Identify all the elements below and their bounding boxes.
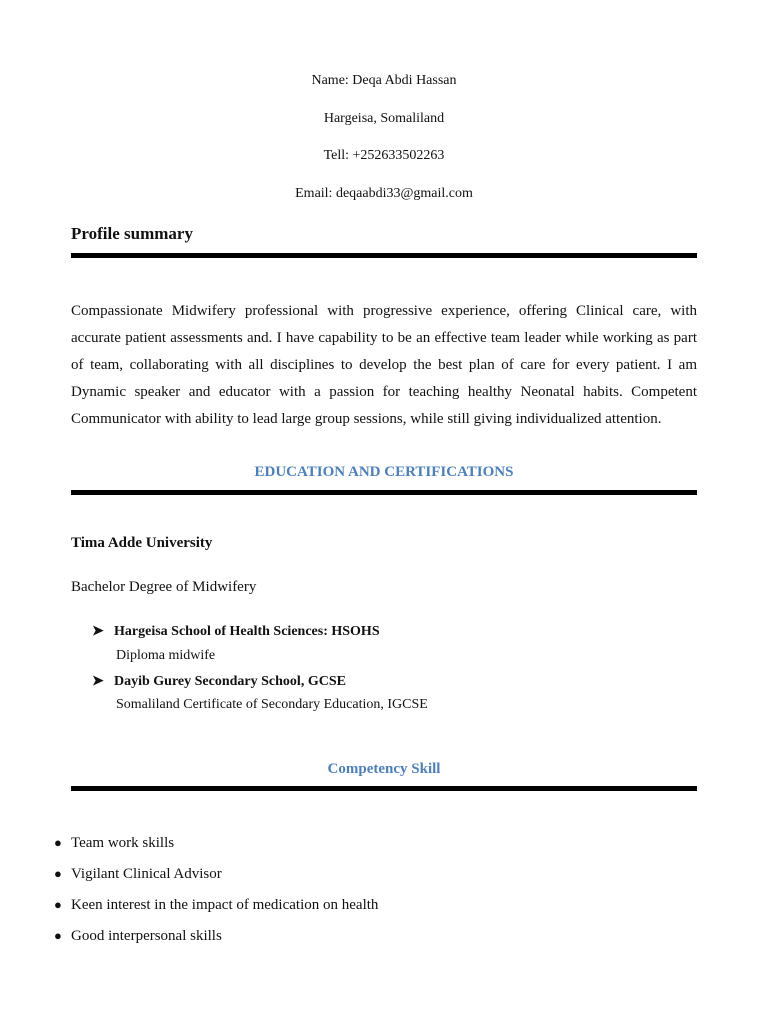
education-item <box>92 673 346 690</box>
contact-email: Email: deqaabdi33@gmail.com <box>295 186 473 201</box>
skill-label: Good interpersonal skills <box>71 928 222 944</box>
dot-bullet-icon: ● <box>54 897 62 912</box>
skill-item <box>54 897 378 914</box>
contact-name: Name: Deqa Abdi Hassan <box>311 73 457 88</box>
skill-item <box>54 928 222 945</box>
skills-divider <box>71 786 697 791</box>
profile-summary-heading: Profile summary <box>71 224 193 243</box>
arrow-bullet-icon: ➤ <box>92 674 104 689</box>
skill-item <box>54 835 174 852</box>
contact-location: Hargeisa, Somaliland <box>323 111 445 126</box>
education-item <box>92 623 380 640</box>
dot-bullet-icon: ● <box>54 835 62 850</box>
skill-label: Keen interest in the impact of medication on health <box>71 897 379 913</box>
arrow-bullet-icon: ➤ <box>92 624 104 639</box>
university-name: Tima Adde University <box>71 535 213 551</box>
contact-phone: Tell: +252633502263 <box>323 148 445 163</box>
degree-name: Bachelor Degree of Midwifery <box>71 579 257 595</box>
skill-item <box>54 866 222 883</box>
dot-bullet-icon: ● <box>54 928 62 943</box>
skill-label: Vigilant Clinical Advisor <box>71 866 222 882</box>
profile-divider <box>71 253 697 258</box>
school-name: Hargeisa School of Health Sciences: HSOHS <box>114 624 380 639</box>
school-name: Dayib Gurey Secondary School, GCSE <box>114 674 346 689</box>
dot-bullet-icon: ● <box>54 866 62 881</box>
skill-label: Team work skills <box>71 835 175 851</box>
school-detail: Somaliland Certificate of Secondary Education, IGCSE <box>116 697 428 712</box>
school-detail: Diploma midwife <box>116 648 216 663</box>
education-divider <box>71 490 697 495</box>
profile-summary-text: Compassionate Midwifery professional with progressive experience, offering Clinical care, with accurate patient assessments and. I have capability to be an effective team leader while working as part of team, collaborating with all disciplines to develop the best plan of care for every patient. I am Dynamic speaker and educator with a passion for teaching healthy Neonatal habits. Competent Communicator with ability to lead large group sessions, while still giving individualized attention. <box>71 303 697 427</box>
education-heading: EDUCATION AND CERTIFICATIONS <box>254 464 514 480</box>
skills-heading: Competency Skill <box>327 761 441 777</box>
